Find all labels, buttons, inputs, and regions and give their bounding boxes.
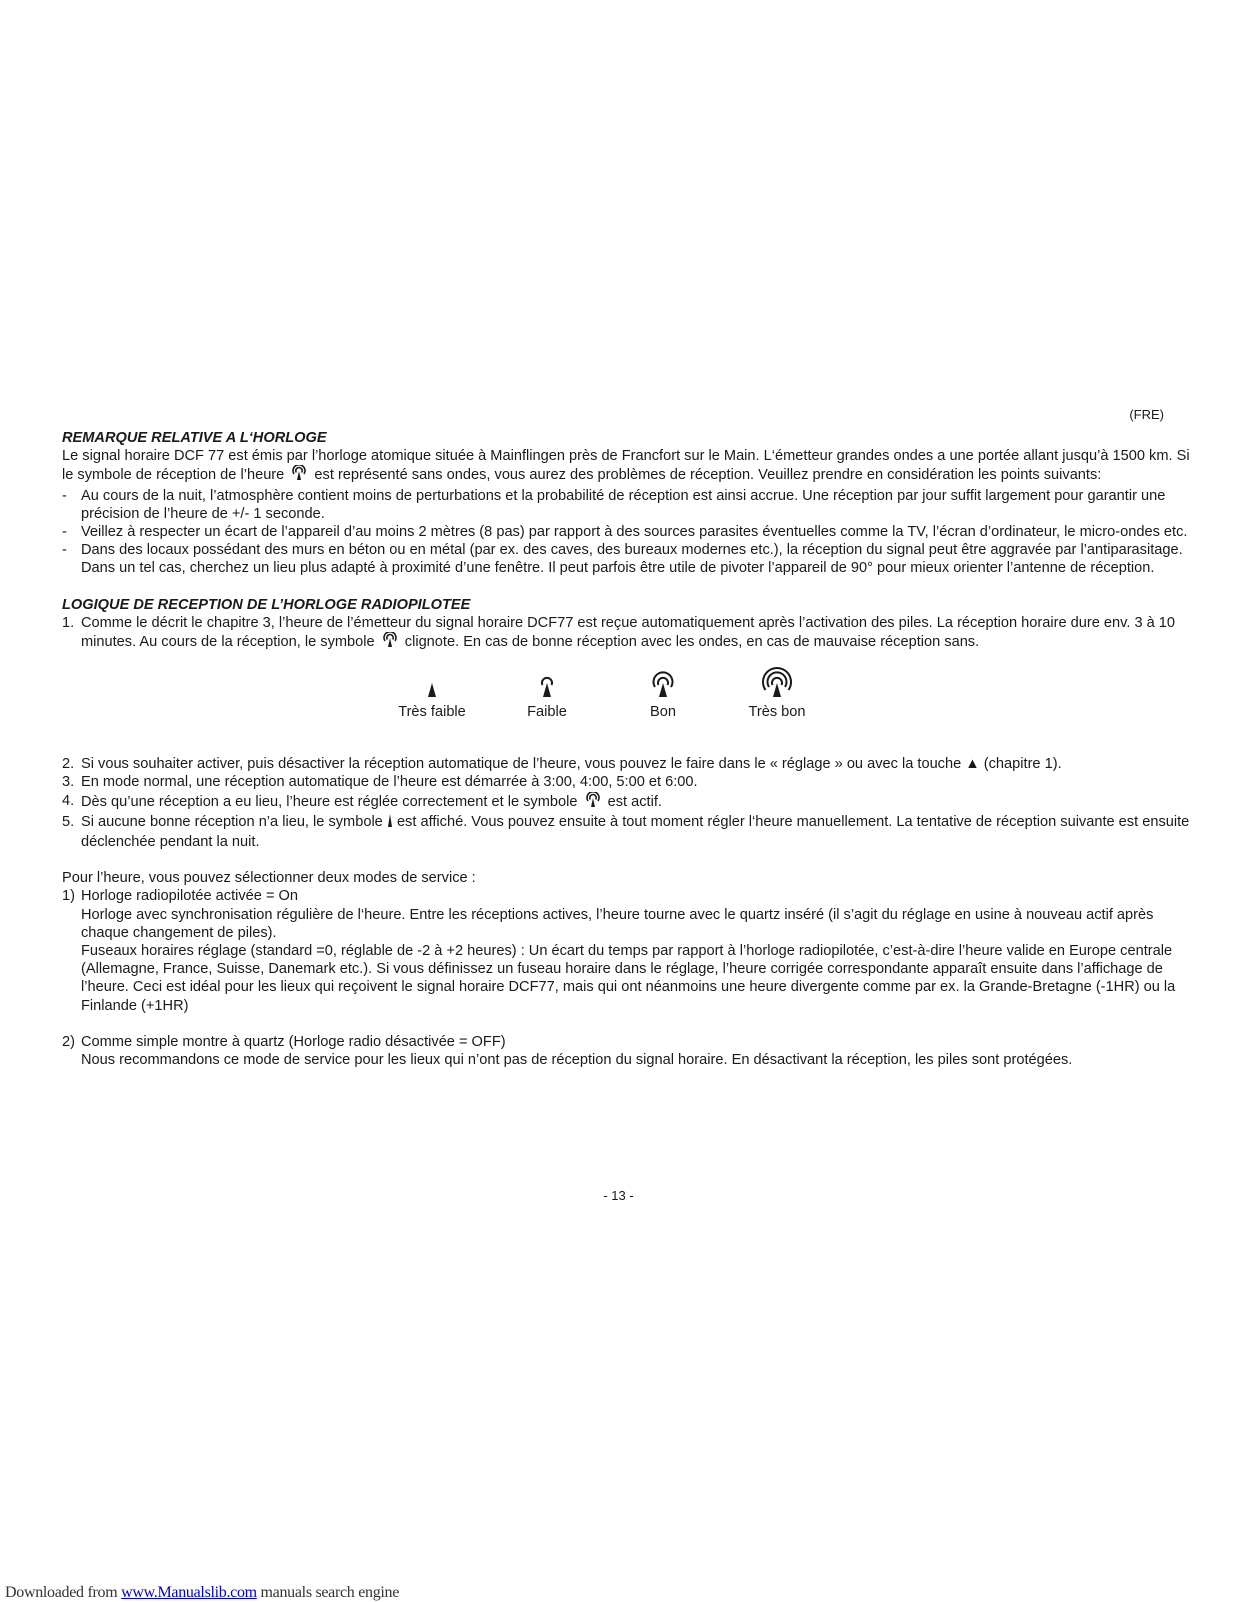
list-item: [62, 755, 1190, 773]
signal-level-label: Faible: [527, 704, 567, 721]
page-content: [62, 429, 1190, 1069]
mode-paragraph: Fuseaux horaires réglage (standard =0, réglable de -2 à +2 heures) : Un écart du temps par rapport à l’horloge radiopilotée, c’est-à-dire l’heure valide en Europe centrale (Allemagne, France, Suisse, Danemark etc.). Si vous définissez un fuseau horaire dans le réglage, l’heure corrigée correspondante apparaît ensuite dans l’affichage de l’heure. Ceci est idéal pour les lieux qui reçoivent le signal horaire DCF77, mais qui ont néanmoins une heure divergente comme par ex. la Grande-Bretagne (-1HR) ou la Finlande (+1HR): [81, 943, 1176, 1014]
mode-title: Horloge radiopilotée activée = On: [81, 888, 299, 905]
item-text-a: Dès qu’une réception a eu lieu, l’heure est réglée correctement et le symbole: [81, 793, 578, 810]
bullet-marker: -: [62, 524, 67, 541]
mode-title: Comme simple montre à quartz (Horloge radio désactivée = OFF): [81, 1033, 506, 1050]
section-title-reception-logic: LOGIQUE DE RECEPTION DE L’HORLOGE RADIOPILOTEE: [62, 596, 471, 613]
clock-note-intro: [62, 447, 1190, 486]
signal-very-weak-icon: [412, 663, 452, 699]
reception-symbol-icon: [582, 792, 604, 813]
item-number: 5.: [62, 813, 75, 830]
signal-level-very-weak: [377, 663, 487, 721]
footer-suffix: manuals search engine: [256, 1584, 400, 1601]
item-text: En mode normal, une réception automatique de l’heure est démarrée à 3:00, 4:00, 5:00 et 6:00.: [81, 774, 698, 791]
item-number: 4.: [62, 792, 75, 809]
signal-level-very-good: [722, 663, 832, 721]
antenna-no-signal-icon: [387, 813, 393, 833]
list-item: [62, 792, 1190, 813]
service-modes-intro: Pour l’heure, vous pouvez sélectionner deux modes de service :: [62, 870, 476, 887]
clock-note-intro-text-b: est représenté sans ondes, vous aurez des problèmes de réception. Veuillez prendre en considération les points suivants:: [314, 467, 1102, 484]
list-item: [62, 614, 1190, 653]
bullet-marker: -: [62, 542, 67, 559]
item-number: 2.: [62, 756, 75, 773]
signal-level-label: Bon: [650, 704, 676, 721]
signal-level-label: Très bon: [748, 704, 806, 721]
language-tag: (FRE): [1129, 407, 1164, 422]
manualslib-link[interactable]: www.Manualslib.com: [121, 1584, 257, 1601]
clock-note-intro-text-a: Le signal horaire DCF 77 est émis par l’horloge atomique située à Mainflingen près de Francfort sur le Main. L‘émetteur grandes ondes a une portée allant jusqu’à 1500 km. Si le symbole de réception de l’heure: [62, 448, 1190, 484]
bullet-marker: -: [62, 487, 67, 504]
signal-very-good-icon: [757, 663, 797, 699]
signal-level-weak: [492, 663, 602, 721]
section-title-clock-note: REMARQUE RELATIVE A L‘HORLOGE: [62, 430, 327, 446]
page-number: - 13 -: [603, 1188, 634, 1203]
mode-paragraph: Horloge avec synchronisation régulière de l‘heure. Entre les réceptions actives, l’heure tourne avec le quartz inséré (il s’agit du réglage en usine à nouveau actif après chaque changement de piles).: [81, 906, 1154, 941]
bullet-text: Veillez à respecter un écart de l’appareil d’au moins 2 mètres (8 pas) par rapport à des sources parasites éventuelles comme la TV, l’écran d’ordinateur, le micro-ondes etc.: [81, 524, 1188, 541]
bullet-text: Au cours de la nuit, l’atmosphère contient moins de perturbations et la probabilité de réception est ainsi accrue. Une réception par jour suffit largement pour garantir une précision de l’heure de +/- 1 seconde.: [81, 487, 1166, 522]
list-item: [62, 1033, 1190, 1069]
list-item: [62, 773, 1190, 791]
item-number: 3.: [62, 774, 75, 791]
list-item: [62, 541, 1190, 577]
bullet-text: Dans des locaux possédant des murs en béton ou en métal (par ex. des caves, des bureaux modernes etc.), la réception du signal peut être aggravée par l’antiparasitage. Dans un tel cas, cherchez un lieu plus adapté à proximité d’une fenêtre. Il peut parfois être utile de pivoter l’appareil de 90° pour mieux orienter l’antenne de réception.: [81, 542, 1183, 577]
mode-paragraph: Nous recommandons ce mode de service pour les lieux qui n’ont pas de réception du signal horaire. En désactivant la réception, les piles sont protégées.: [81, 1052, 1073, 1069]
item-text-b: clignote. En cas de bonne réception avec les ondes, en cas de mauvaise réception sans.: [404, 634, 980, 651]
item-text-b: est actif.: [607, 793, 662, 810]
footer-prefix: Downloaded from: [5, 1584, 122, 1601]
item-number: 2): [62, 1033, 75, 1050]
item-text: Si vous souhaiter activer, puis désactiver la réception automatique de l’heure, vous pouvez le faire dans le « réglage » ou avec la touche ▲ (chapitre 1).: [81, 756, 1062, 773]
signal-strength-legend: [62, 663, 1190, 747]
list-item: [62, 487, 1190, 523]
item-text-a: Comme le décrit le chapitre 3, l’heure de l’émetteur du signal horaire DCF77 est reçue automatiquement après l’activation des piles. La réception horaire dure env. 3 à 10 minutes. Au cours de la réception, le symbole: [81, 614, 1176, 651]
list-item: [62, 887, 1190, 1014]
signal-good-icon: [643, 663, 683, 699]
item-number: 1): [62, 888, 75, 905]
signal-level-good: [608, 663, 718, 721]
signal-weak-icon: [527, 663, 567, 699]
signal-level-label: Très faible: [398, 704, 466, 721]
list-item: [62, 523, 1190, 541]
list-item: [62, 813, 1190, 851]
item-text-b: est affiché. Vous pouvez ensuite à tout moment régler l‘heure manuellement. La tentative de réception suivante est ensuite déclenchée pendant la nuit.: [81, 813, 1190, 851]
footer: [5, 1584, 399, 1602]
item-number: 1.: [62, 614, 75, 631]
reception-symbol-icon: [379, 632, 401, 653]
reception-symbol-icon: [288, 465, 310, 486]
item-text-a: Si aucune bonne réception n’a lieu, le symbole: [81, 813, 383, 830]
